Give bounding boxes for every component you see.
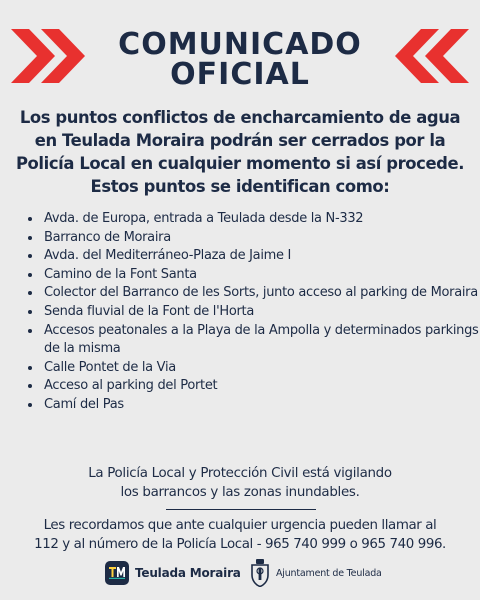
intro-line: Estos puntos se identifican como: bbox=[90, 177, 390, 196]
list-item: • Avda. del Mediterráneo-Plaza de Jaime I bbox=[42, 247, 480, 266]
coat-of-arms-icon bbox=[250, 559, 270, 587]
list-item: • Colector del Barranco de les Sorts, junto acceso al parking de Moraira bbox=[42, 284, 480, 303]
intro-line: Los puntos conflictos de encharcamiento de agua bbox=[19, 108, 461, 127]
teulada-moraira-label: Teulada Moraira bbox=[135, 566, 241, 580]
intro-paragraph bbox=[10, 106, 470, 198]
flood-points-list bbox=[20, 210, 480, 415]
urgency-notice bbox=[0, 516, 480, 554]
vigilance-line: los barrancos y las zonas inundables. bbox=[120, 485, 360, 500]
intro-line: en Teulada Moraira podrán ser cerrados por la bbox=[34, 131, 446, 150]
list-item: • Senda fluvial de la Font de l'Horta bbox=[42, 303, 480, 322]
divider bbox=[166, 509, 316, 510]
tm-logo-icon bbox=[105, 561, 129, 585]
page-title bbox=[0, 27, 480, 92]
list-item: • Camino de la Font Santa bbox=[42, 266, 480, 285]
list-item: • Barranco de Moraira bbox=[42, 229, 480, 248]
vigilance-notice bbox=[0, 464, 480, 502]
list-item: • Calle Pontet de la Via bbox=[42, 359, 480, 378]
urgency-line: 112 y al número de la Policía Local - 965 740 999 o 965 740 996. bbox=[34, 537, 446, 552]
title-line-1: COMUNICADO bbox=[118, 27, 362, 62]
list-item: • Avda. de Europa, entrada a Teulada desde la N-332 bbox=[42, 210, 480, 229]
teulada-moraira-logo bbox=[105, 560, 241, 586]
list-item: • Camí del Pas bbox=[42, 396, 480, 415]
list-item: • Accesos peatonales a la Playa de la Ampolla y determinados parkings de la misma bbox=[42, 322, 480, 359]
ajuntament-logo bbox=[250, 558, 382, 588]
list-item: • Acceso al parking del Portet bbox=[42, 377, 480, 396]
ajuntament-label: Ajuntament de Teulada bbox=[276, 567, 382, 579]
title-line-2: OFICIAL bbox=[170, 57, 310, 92]
urgency-line: Les recordamos que ante cualquier urgencia pueden llamar al bbox=[43, 518, 437, 533]
vigilance-line: La Policía Local y Protección Civil está vigilando bbox=[88, 466, 392, 481]
intro-line: Policía Local en cualquier momento si así procede. bbox=[15, 154, 465, 173]
